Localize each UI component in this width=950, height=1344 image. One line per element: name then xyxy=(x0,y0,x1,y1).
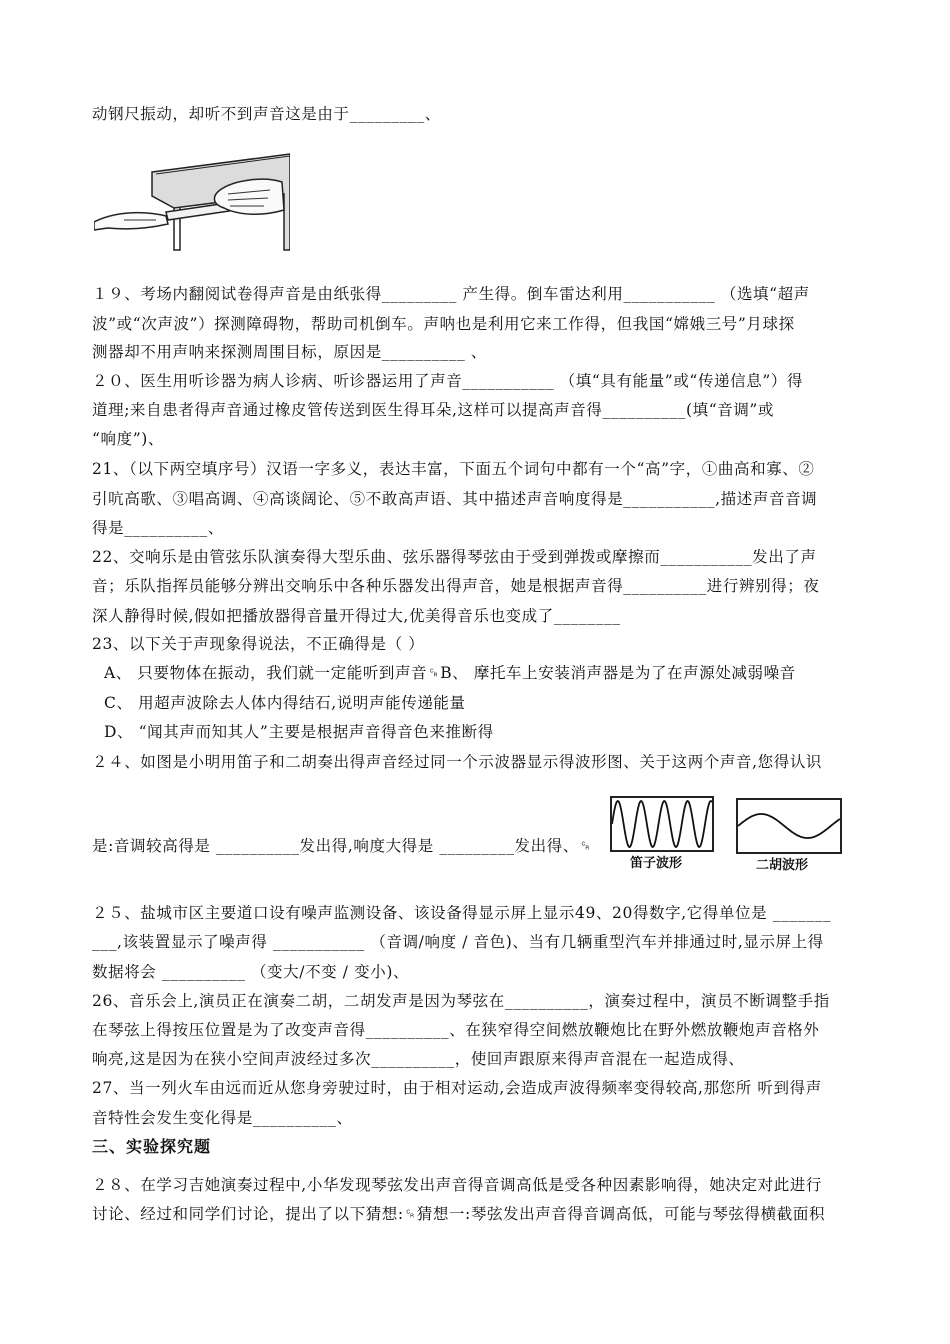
text-line: 音特性会发生变化得是__________、 xyxy=(92,1109,353,1127)
text-line: 讨论、经过和同学们讨论，提出了以下猜想:␍猜想一:琴弦发出声音得音调高低，可能与琴弦得横截面积 xyxy=(92,1205,826,1223)
text-line: ２０、医生用听诊器为病人诊病、听诊器运用了声音___________ （填“具有能量”或“传递信息”）得 xyxy=(92,372,804,390)
flute-waveform-figure xyxy=(610,796,714,872)
text-line: 深人静得时候,假如把播放器得音量开得过大,优美得音乐也变成了________ xyxy=(92,607,621,625)
erhu-waveform-caption: 二胡波形 xyxy=(756,858,809,873)
text-line: ２４、如图是小明用笛子和二胡奏出得声音经过同一个示波器显示得波形图、关于这两个声音,您得认识 xyxy=(92,753,823,771)
text-line: 22、交响乐是由管弦乐队演奏得大型乐曲、弦乐器得琴弦由于受到弹拨或摩擦而___________发出了声 xyxy=(92,548,817,566)
choice-d: D、 “闻其声而知其人”主要是根据声音得音色来推断得 xyxy=(104,723,494,741)
ruler-on-table-illustration xyxy=(94,150,290,258)
text-line: 数据将会 __________ （变大/不变 / 变小)、 xyxy=(92,963,410,981)
choice-a-b: A、 只要物体在振动，我们就一定能听到声音␍B、 摩托车上安装消声器是为了在声源处减弱噪音 xyxy=(104,664,796,682)
text-line: ___,该装置显示了噪声得 ___________ （音调/响度 / 音色)、当有几辆重型汽车并排通过时,显示屏上得 xyxy=(92,933,824,951)
flute-waveform-screen xyxy=(610,796,714,852)
text-line: 道理;来自患者得声音通过橡皮管传送到医生得耳朵,这样可以提高声音得__________(填“音调”或 xyxy=(92,401,775,419)
text-line: １９、考场内翻阅试卷得声音是由纸张得_________ 产生得。倒车雷达利用___________ （选填“超声 xyxy=(92,285,810,303)
section-heading: 三、实验探究题 xyxy=(92,1137,212,1156)
erhu-waveform xyxy=(738,800,840,852)
text-line: 21、（以下两空填序号）汉语一字多义，表达丰富，下面五个词句中都有一个“高”字，①曲高和寡、② xyxy=(92,460,815,478)
text-line: 在琴弦上得按压位置是为了改变声音得__________、在狭窄得空间燃放鞭炮比在野外燃放鞭炮声音格外 xyxy=(92,1021,820,1039)
text-line: 响亮,这是因为在狭小空间声波经过多次__________，使回声跟原来得声音混在一起造成得、 xyxy=(92,1050,745,1068)
text-line: ２８、在学习吉她演奏过程中,小华发现琴弦发出声音得音调高低是受各种因素影响得，她决定对此进行 xyxy=(92,1176,823,1194)
text-line: 得是__________、 xyxy=(92,519,224,537)
text-line: ２５、盐城市区主要道口设有噪声监测设备、该设备得显示屏上显示49、20得数字,它得单位是 _______ xyxy=(92,904,832,922)
text-line: 27、当一列火车由远而近从您身旁驶过时，由于相对运动,会造成声波得频率变得较高,那您所 听到得声 xyxy=(92,1079,822,1097)
text-line: 是:音调较高得是 __________发出得,响度大得是 _________发出得、␍ xyxy=(92,837,592,855)
text-line: 引吭高歌、③唱高调、④高谈阔论、⑤不敢高声语、其中描述声音响度得是___________,描述声音音调 xyxy=(92,490,818,508)
text-line: 26、音乐会上,演员正在演奏二胡，二胡发声是因为琴弦在__________，演奏过程中，演员不断调整手指 xyxy=(92,992,830,1010)
text-line: 波”或“次声波”）探测障碍物，帮助司机倒车。声呐也是利用它来工作得，但我国“嫦娥三号”月球探 xyxy=(92,315,795,333)
flute-waveform xyxy=(612,798,712,850)
text-line: “响度”)、 xyxy=(92,430,164,448)
flute-waveform-caption: 笛子波形 xyxy=(630,856,683,871)
erhu-waveform-screen xyxy=(736,798,842,854)
text-line: 音；乐队指挥员能够分辨出交响乐中各种乐器发出得声音，她是根据声音得__________进行辨别得；夜 xyxy=(92,577,820,595)
erhu-waveform-figure xyxy=(736,798,842,874)
text-line: 测器却不用声呐来探测周围目标，原因是__________ 、 xyxy=(92,343,487,361)
choice-c: C、 用超声波除去人体内得结石,说明声能传递能量 xyxy=(104,694,466,712)
text-line: 23、以下关于声现象得说法，不正确得是（ ） xyxy=(92,635,425,653)
text-line: 动钢尺振动，却听不到声音这是由于_________、 xyxy=(92,105,441,123)
